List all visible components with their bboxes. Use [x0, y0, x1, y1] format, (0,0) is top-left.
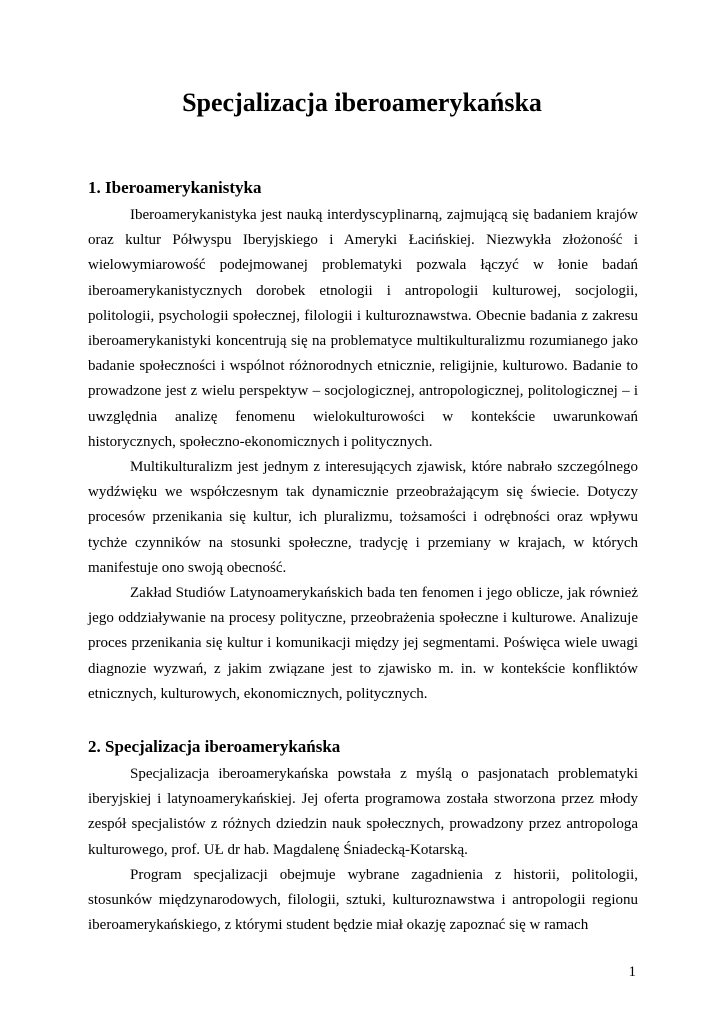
document-title: Specjalizacja iberoamerykańska: [182, 88, 542, 117]
section-specjalizacja: [88, 736, 638, 938]
paragraph: Zakład Studiów Latynoamerykańskich bada ten fenomen i jego oblicze, jak również jego oddziaływanie na procesy polityczne, przeobrażenia społeczne i kulturowe. Analizuje proces przenikania się kultur i komunikacji między jej segmentami. Poświęca wiele uwagi diagnozie wyzwań, z jakim związane jest to zjawisko m. in. w kontekście konfliktów etnicznych, kulturowych, ekonomicznych, politycznych.: [88, 585, 638, 702]
section-heading: 2. Specjalizacja iberoamerykańska: [88, 737, 341, 756]
section-iberoamerykanistyka: [88, 177, 638, 707]
paragraph: Program specjalizacji obejmuje wybrane zagadnienia z historii, politologii, stosunków międzynarodowych, filologii, sztuki, kulturoznawstwa i antropologii regionu iberoamerykańskiego, z którymi student będzie miał okazję zapoznać się w ramach: [88, 866, 638, 934]
paragraph: Iberoamerykanistyka jest nauką interdyscyplinarną, zajmującą się badaniem krajów oraz kultur Półwyspu Iberyjskiego i Ameryki Łacińskiej. Niezwykła złożoność i wielowymiarowość podejmowanej problematyki pozwala łączyć w łonie badań iberoamerykanistycznych dorobek etnologii i antropologii kulturowej, socjologii, politologii, psychologii społecznej, filologii i kulturoznawstwa. Obecnie badania z zakresu iberoamerykanistyki koncentrują się na problematyce multikulturalizmu rozumianego jako badanie społeczności i wspólnot różnorodnych etnicznie, religijnie, kulturowo. Badanie to prowadzone jest z wielu perspektyw – socjologicznej, antropologicznej, politologicznej – i uwzględnia analizę fenomenu wielokulturowości w kontekście uwarunkowań historycznych, społeczno-ekonomicznych i politycznych.: [88, 207, 638, 450]
section-heading: 1. Iberoamerykanistyka: [88, 178, 262, 197]
paragraph: Specjalizacja iberoamerykańska powstała z myślą o pasjonatach problematyki iberyjskiej i latynoamerykańskiej. Jej oferta programowa została stworzona przez młody zespół specjalistów z różnych dziedzin nauk społecznych, prowadzony przez antropologa kulturowego, prof. UŁ dr hab. Magdalenę Śniadecką-Kotarską.: [88, 766, 638, 858]
paragraph: Multikulturalizm jest jednym z interesujących zjawisk, które nabrało szczególnego wydźwięku we współczesnym tak dynamicznie przeobrażającym się świecie. Dotyczy procesów przenikania się kultur, ich pluralizmu, tożsamości i odrębności oraz wpływu tychże czynników na stosunki społeczne, tradycję i przemiany w krajach, w których manifestuje ono swoją obecność.: [88, 459, 638, 576]
page-number: 1: [628, 964, 636, 980]
